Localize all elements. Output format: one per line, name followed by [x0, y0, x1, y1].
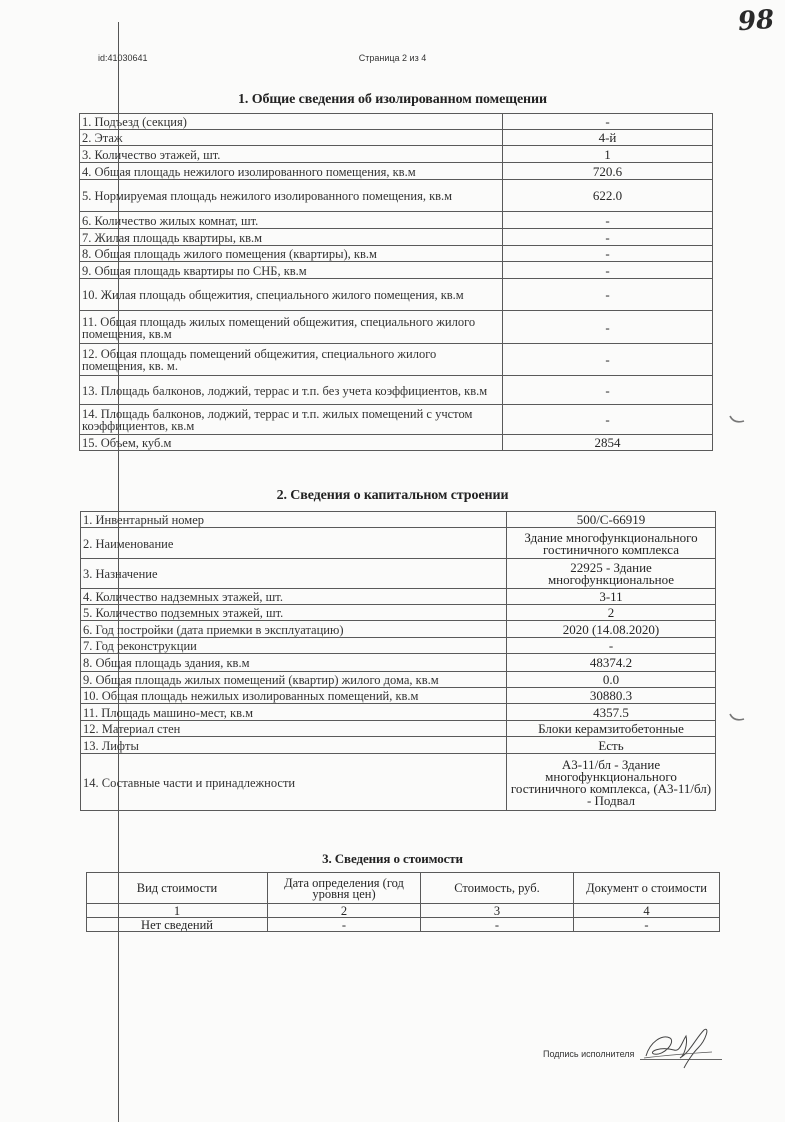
table-row: [81, 559, 716, 589]
row-value: 30880.3: [507, 688, 716, 704]
cost-info-table: [86, 872, 720, 932]
header-document: Документ о стоимости: [574, 873, 720, 904]
table-row: [80, 212, 713, 229]
table-row: [81, 688, 716, 704]
row-label: 1. Подъезд (секция): [80, 114, 503, 130]
building-info-table: [80, 511, 716, 811]
table-row: [81, 528, 716, 559]
table-row: [80, 262, 713, 279]
section2-title: 2. Сведения о капитальном строении: [276, 488, 509, 503]
row-value: -: [503, 229, 713, 246]
row-label: 7. Жилая площадь квартиры, кв.м: [80, 229, 503, 246]
table-row: [81, 754, 716, 811]
table-row: [80, 229, 713, 246]
row-label: 12. Материал стен: [81, 721, 507, 737]
row-label: 3. Количество этажей, шт.: [80, 146, 503, 163]
table-row: [80, 146, 713, 163]
row-label: 6. Количество жилых комнат, шт.: [80, 212, 503, 229]
row-value: 720.6: [503, 163, 713, 180]
table-row: [81, 654, 716, 672]
row-value: Блоки керамзитобетонные: [507, 721, 716, 737]
column-number: 4: [574, 904, 720, 918]
row-label: 9. Общая площадь квартиры по СНБ, кв.м: [80, 262, 503, 279]
row-value: 4-й: [503, 130, 713, 146]
punch-mark-icon: [728, 713, 748, 723]
punch-mark-icon: [728, 415, 748, 425]
row-value: -: [503, 279, 713, 311]
table-row: [81, 721, 716, 737]
handwritten-page-number: 98: [736, 4, 776, 38]
cell-cost: -: [421, 918, 574, 932]
column-number: 3: [421, 904, 574, 918]
row-value: 500/С-66919: [507, 512, 716, 528]
row-label: 14. Площадь балконов, лоджий, террас и т.п. жилых помещений с учстом коэффициентов, кв.м: [80, 405, 503, 435]
table-header-row: [87, 873, 720, 904]
row-label: 12. Общая площадь помещений общежития, специального жилого помещения, кв. м.: [80, 344, 503, 376]
table-row: [80, 130, 713, 146]
row-label: 4. Количество надземных этажей, шт.: [81, 589, 507, 605]
row-label: 6. Год постройки (дата приемки в эксплуатацию): [81, 621, 507, 638]
header-cost-type: Вид стоимости: [87, 873, 268, 904]
page-indicator: Страница 2 из 4: [358, 53, 427, 63]
row-label: 15. Объем, куб.м: [80, 435, 503, 451]
row-label: 5. Количество подземных этажей, шт.: [81, 605, 507, 621]
row-value: -: [503, 114, 713, 130]
row-label: 8. Общая площадь жилого помещения (квартиры), кв.м: [80, 246, 503, 262]
section1-title: 1. Общие сведения об изолированном помещении: [238, 92, 547, 107]
row-label: 3. Назначение: [81, 559, 507, 589]
row-label: 10. Жилая площадь общежития, специального жилого помещения, кв.м: [80, 279, 503, 311]
table-row: [80, 246, 713, 262]
header-date: Дата определения (год уровня цен): [268, 873, 421, 904]
header-cost: Стоимость, руб.: [421, 873, 574, 904]
table-row: [80, 180, 713, 212]
table-row: [81, 512, 716, 528]
row-value: 4357.5: [507, 704, 716, 721]
row-value: 48374.2: [507, 654, 716, 672]
cell-document: -: [574, 918, 720, 932]
row-value: -: [503, 262, 713, 279]
table-row: [80, 311, 713, 344]
column-number-row: [87, 904, 720, 918]
row-value: -: [503, 311, 713, 344]
column-number: 2: [268, 904, 421, 918]
table-row: [80, 376, 713, 405]
row-value: -: [503, 405, 713, 435]
signature-label: Подпись исполнителя: [543, 1049, 635, 1059]
cell-date: -: [268, 918, 421, 932]
table-row: [81, 672, 716, 688]
row-label: 13. Площадь балконов, лоджий, террас и т.п. без учета коэффициентов, кв.м: [80, 376, 503, 405]
table-row: [81, 638, 716, 654]
row-label: 9. Общая площадь жилых помещений (квартир) жилого дома, кв.м: [81, 672, 507, 688]
signature-icon: [640, 1022, 720, 1072]
row-label: 2. Этаж: [80, 130, 503, 146]
row-value: 2020 (14.08.2020): [507, 621, 716, 638]
row-value: 22925 - Здание многофункциональное: [507, 559, 716, 589]
cell-cost-type: Нет сведений: [87, 918, 268, 932]
table-row: [80, 279, 713, 311]
row-label: 8. Общая площадь здания, кв.м: [81, 654, 507, 672]
row-label: 10. Общая площадь нежилых изолированных помещений, кв.м: [81, 688, 507, 704]
row-label: 1. Инвентарный номер: [81, 512, 507, 528]
row-value: 0.0: [507, 672, 716, 688]
table-row: [80, 344, 713, 376]
table-row: [81, 704, 716, 721]
general-info-table: [79, 113, 713, 451]
row-label: 14. Составные части и принадлежности: [81, 754, 507, 811]
row-value: -: [503, 344, 713, 376]
row-value: 1: [503, 146, 713, 163]
row-value: 622.0: [503, 180, 713, 212]
row-value: -: [503, 212, 713, 229]
row-value: -: [503, 246, 713, 262]
table-row: [80, 435, 713, 451]
row-value: 2854: [503, 435, 713, 451]
section3-title: 3. Сведения о стоимости: [322, 851, 463, 866]
row-value: 2: [507, 605, 716, 621]
row-label: 2. Наименование: [81, 528, 507, 559]
table-row: [87, 918, 720, 932]
row-label: 5. Нормируемая площадь нежилого изолированного помещения, кв.м: [80, 180, 503, 212]
table-row: [81, 589, 716, 605]
row-value: -: [503, 376, 713, 405]
row-label: 11. Общая площадь жилых помещений общежития, специального жилого помещения, кв.м: [80, 311, 503, 344]
row-value: А3-11/бл - Здание многофункционального гостиничного комплекса, (А3-11/бл) - Подвал: [507, 754, 716, 811]
row-value: -: [507, 638, 716, 654]
row-label: 7. Год реконструкции: [81, 638, 507, 654]
table-row: [80, 114, 713, 130]
table-row: [80, 405, 713, 435]
row-value: Здание многофункционального гостиничного комплекса: [507, 528, 716, 559]
table-row: [80, 163, 713, 180]
table-row: [81, 737, 716, 754]
row-value: Есть: [507, 737, 716, 754]
row-label: 13. Лифты: [81, 737, 507, 754]
column-number: 1: [87, 904, 268, 918]
table-row: [81, 605, 716, 621]
row-label: 11. Площадь машино-мест, кв.м: [81, 704, 507, 721]
table-row: [81, 621, 716, 638]
row-value: 3-11: [507, 589, 716, 605]
row-label: 4. Общая площадь нежилого изолированного помещения, кв.м: [80, 163, 503, 180]
document-id: id:41030641: [98, 53, 148, 63]
